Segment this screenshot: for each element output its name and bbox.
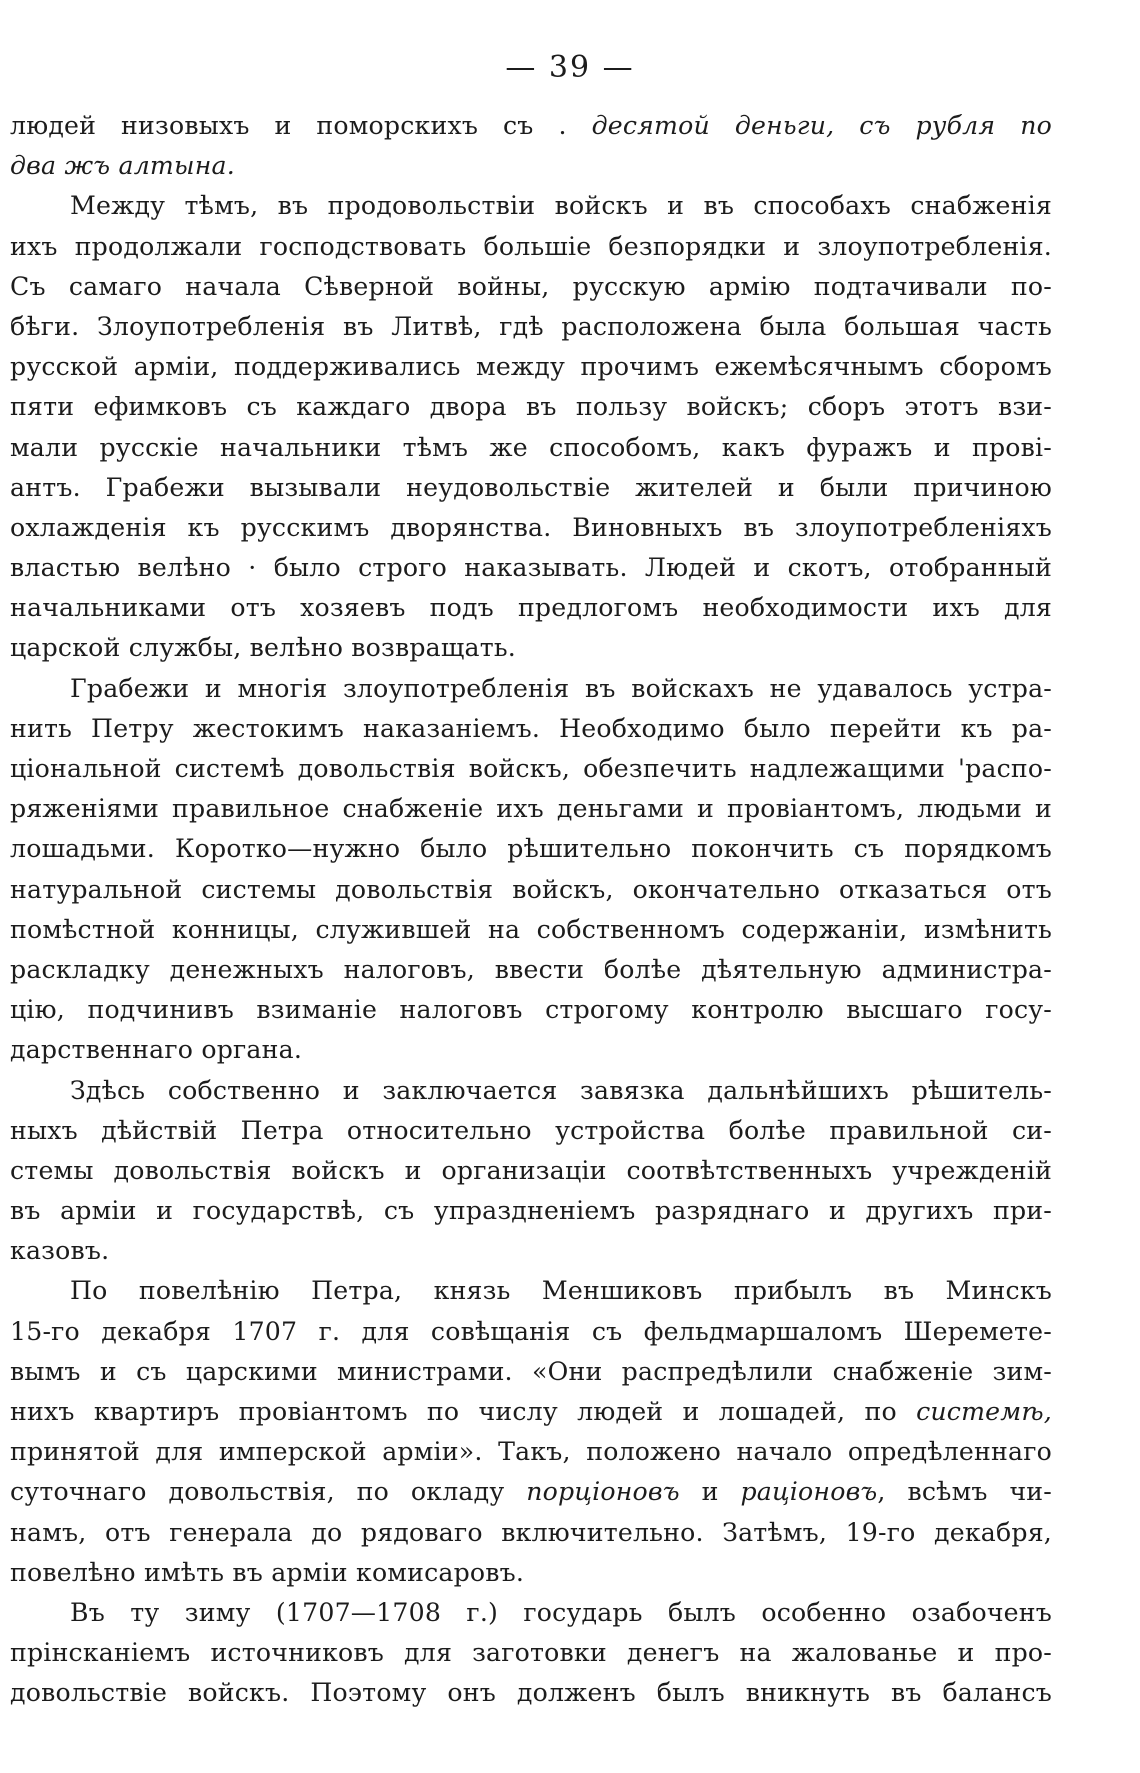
text-run: , всѣмъ чи- <box>877 1477 1053 1507</box>
text-line <box>10 1392 1052 1432</box>
text-line <box>10 669 1052 709</box>
text-line <box>10 1030 1052 1070</box>
text-line <box>10 1231 1052 1271</box>
text-run: въ арміи и государствѣ, съ упраздненіемъ разряднаго и другихъ при- <box>10 1196 1052 1226</box>
text-line <box>10 1513 1052 1553</box>
text-run: Между тѣмъ, въ продовольствіи войскъ и въ способахъ снабженія <box>70 191 1052 221</box>
text-run: повелѣно имѣть въ арміи комисаровъ. <box>10 1557 525 1587</box>
text-line <box>10 910 1052 950</box>
text-line <box>10 186 1052 226</box>
text-line <box>10 1352 1052 1392</box>
text-run: ихъ продолжали господствовать большіе безпорядки и злоупотребленія. <box>10 231 1052 261</box>
text-line <box>10 588 1052 628</box>
text-line <box>10 1151 1052 1191</box>
text-run: помѣстной конницы, служившей на собственномъ содержаніи, измѣнить <box>10 914 1052 944</box>
text-run: суточнаго довольствія, по окладу <box>10 1477 527 1507</box>
italic-text: раціоновъ <box>740 1477 878 1507</box>
text-run: натуральной системы довольствія войскъ, окончательно отказаться отъ <box>10 874 1052 904</box>
text-run: охлажденія къ русскимъ дворянства. Виновныхъ въ злоупотребленіяхъ <box>10 512 1052 542</box>
text-line <box>10 1633 1052 1673</box>
text-run: Грабежи и многія злоупотребленія въ войскахъ не удавалось устра- <box>70 673 1052 703</box>
text-line <box>10 428 1052 468</box>
text-run: раскладку денежныхъ налоговъ, ввести болѣе дѣятельную администра- <box>10 954 1052 984</box>
text-line <box>10 1191 1052 1231</box>
text-run: По повелѣнію Петра, князь Меншиковъ прибылъ въ Минскъ <box>70 1276 1052 1306</box>
text-run: властью велѣно · было строго наказывать. Людей и скотъ, отобранный <box>10 553 1052 583</box>
text-line <box>10 829 1052 869</box>
italic-text: порціоновъ <box>526 1477 680 1507</box>
text-run: лошадьми. Коротко—нужно было рѣшительно покончить съ порядкомъ <box>10 834 1052 864</box>
italic-text: десятой деньги, съ рубля по <box>591 111 1052 140</box>
text-line <box>10 950 1052 990</box>
text-line <box>10 508 1052 548</box>
text-line <box>10 1553 1052 1593</box>
text-line <box>10 1111 1052 1151</box>
text-run: людей низовыхъ и поморскихъ съ . <box>10 111 592 140</box>
text-line <box>10 1271 1052 1311</box>
text-run: начальниками отъ хозяевъ подъ предлогомъ необходимости ихъ для <box>10 593 1052 623</box>
body-text <box>10 106 1052 1714</box>
text-run: Здѣсь собственно и заключается завязка дальнѣйшихъ рѣшитель- <box>70 1075 1052 1105</box>
text-line <box>10 749 1052 789</box>
text-run: довольствіе войскъ. Поэтому онъ долженъ былъ вникнуть въ балансъ <box>10 1678 1052 1708</box>
text-line <box>10 267 1052 307</box>
text-run: антъ. Грабежи вызывали неудовольствіе жителей и были причиною <box>10 472 1052 502</box>
text-run: ряженіями правильное снабженіе ихъ деньгами и провіантомъ, людьми и <box>10 794 1052 824</box>
text-run: цію, подчинивъ взиманіе налоговъ строгому контролю высшаго госу- <box>10 995 1052 1025</box>
text-run: намъ, отъ генерала до рядоваго включительно. Затѣмъ, 19-го декабря, <box>10 1517 1052 1547</box>
text-run: вымъ и съ царскими министрами. «Они распредѣлили снабженіе зим- <box>10 1356 1052 1386</box>
text-run: и <box>679 1477 741 1507</box>
italic-text: два жъ алтына. <box>10 151 235 181</box>
text-line <box>10 548 1052 588</box>
text-run: Въ ту зиму (1707—1708 г.) государь былъ особенно озабоченъ <box>70 1597 1052 1627</box>
text-line <box>10 1472 1052 1512</box>
text-line <box>10 628 1052 668</box>
text-run: дарственнаго органа. <box>10 1035 303 1065</box>
text-line <box>10 227 1052 267</box>
text-line <box>10 468 1052 508</box>
text-run: Съ самаго начала Сѣверной войны, русскую армію подтачивали по- <box>10 271 1052 301</box>
text-run: прінсканіемъ источниковъ для заготовки денегъ на жалованье и про- <box>10 1638 1052 1668</box>
text-line <box>10 106 1052 146</box>
text-run: стемы довольствія войскъ и организаціи соотвѣтственныхъ учрежденій <box>10 1155 1052 1185</box>
text-run: русской арміи, поддерживались между прочимъ ежемѣсячнымъ сборомъ <box>10 352 1052 382</box>
text-run: ціональной системѣ довольствія войскъ, обезпечить надлежащими 'распо- <box>10 754 1052 783</box>
text-run: казовъ. <box>10 1236 110 1266</box>
page-number: — 39 — <box>505 50 635 85</box>
text-line <box>10 789 1052 829</box>
text-run: ныхъ дѣйствій Петра относительно устройства болѣе правильной си- <box>10 1115 1052 1145</box>
text-run: нить Петру жестокимъ наказаніемъ. Необходимо было перейти къ ра- <box>10 713 1052 743</box>
text-line <box>10 1071 1052 1111</box>
text-line <box>10 307 1052 347</box>
text-run: мали русскіе начальники тѣмъ же способомъ, какъ фуражъ и прові- <box>10 432 1052 462</box>
text-line <box>10 1673 1052 1713</box>
text-run: 15-го декабря 1707 г. для совѣщанія съ фельдмаршаломъ Шереметe- <box>10 1316 1052 1346</box>
text-line <box>10 1432 1052 1472</box>
text-run: пяти ефимковъ съ каждаго двора въ пользу войскъ; сборъ этотъ взи- <box>10 392 1052 422</box>
text-run: бѣги. Злоупотребленія въ Литвѣ, гдѣ расположена была большая часть <box>10 311 1052 341</box>
text-line <box>10 709 1052 749</box>
text-line <box>10 1593 1052 1633</box>
italic-text: системѣ, <box>916 1397 1052 1426</box>
text-line <box>10 347 1052 387</box>
text-line <box>10 146 1052 186</box>
text-line <box>10 387 1052 427</box>
text-line <box>10 870 1052 910</box>
text-line <box>10 990 1052 1030</box>
text-run: царской службы, велѣно возвращать. <box>10 633 516 663</box>
text-run: нихъ квартиръ провіантомъ по числу людей и лошадей, по <box>10 1397 917 1426</box>
text-run: принятой для имперской арміи». Такъ, положено начало опредѣленнаго <box>10 1437 1052 1467</box>
text-line <box>10 1312 1052 1352</box>
